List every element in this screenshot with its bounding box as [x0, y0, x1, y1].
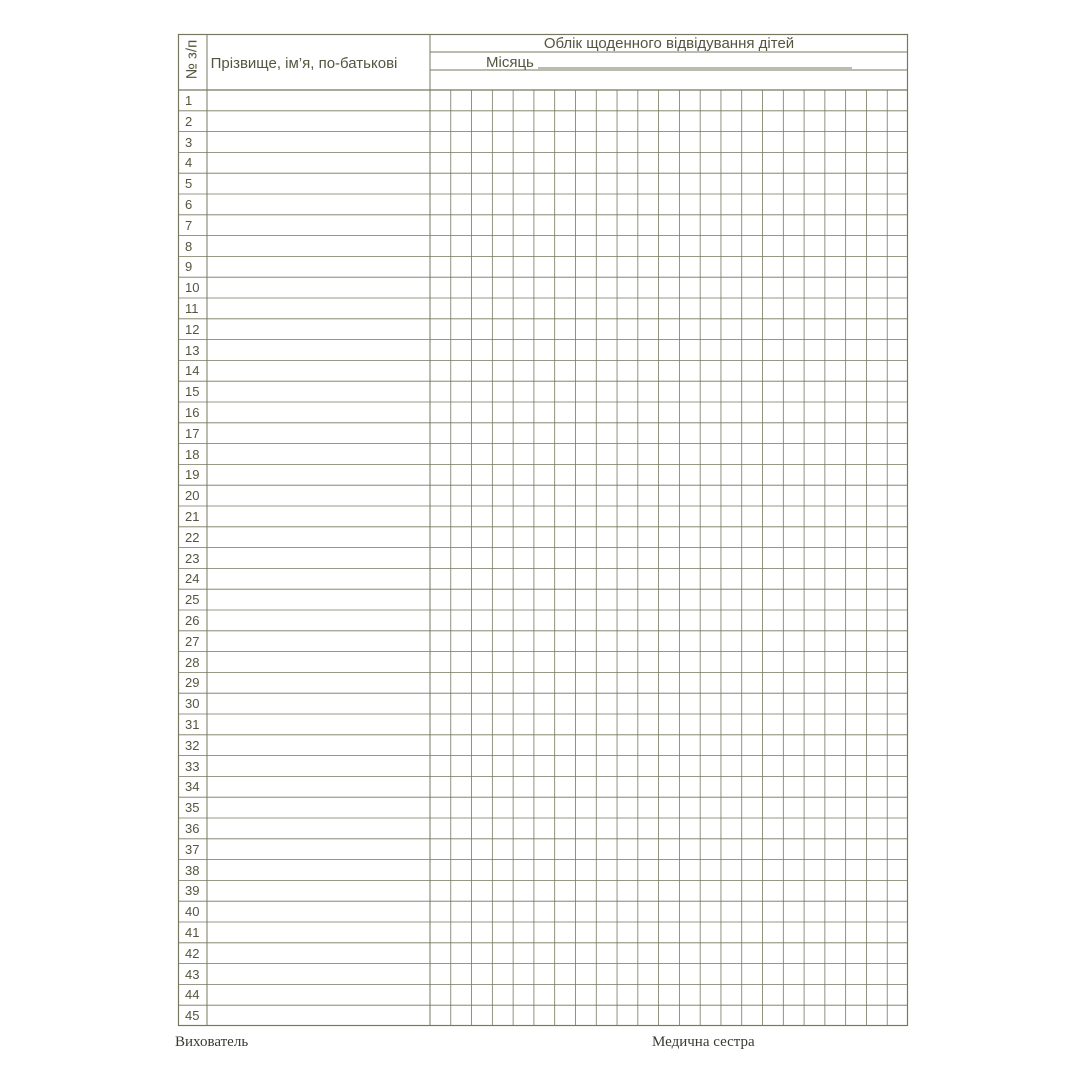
row-number: 2	[185, 113, 193, 129]
row-number: 17	[185, 425, 200, 441]
educator-signature-label: Вихователь	[175, 1034, 249, 1050]
row-number: 4	[185, 155, 193, 171]
row-number: 29	[185, 675, 200, 691]
row-number: 13	[185, 342, 200, 358]
row-number: 1	[185, 93, 193, 108]
row-number: 22	[185, 529, 200, 545]
month-label: Місяць	[486, 54, 534, 71]
row-number: 18	[185, 446, 200, 462]
row-number: 44	[185, 987, 200, 1003]
row-number: 26	[185, 613, 200, 628]
nurse-signature-label: Медична сестра	[652, 1034, 755, 1050]
row-number: 39	[185, 883, 200, 899]
row-number: 45	[185, 1008, 200, 1024]
number-column-header: № з/п	[183, 39, 201, 80]
row-number: 8	[185, 238, 193, 254]
row-number: 27	[185, 633, 200, 649]
row-number: 37	[185, 841, 200, 857]
row-number: 6	[185, 197, 193, 212]
row-number: 11	[185, 301, 199, 316]
row-number: 35	[185, 800, 200, 816]
row-number: 33	[185, 758, 200, 774]
row-number: 38	[185, 862, 200, 878]
row-number: 36	[185, 821, 200, 836]
row-number: 16	[185, 405, 200, 420]
row-number: 34	[185, 779, 200, 795]
row-number: 32	[185, 737, 200, 753]
row-number: 14	[185, 363, 200, 379]
row-number: 25	[185, 592, 200, 608]
row-number: 43	[185, 966, 200, 982]
row-number: 19	[185, 467, 200, 483]
row-number: 28	[185, 654, 200, 670]
row-number: 42	[185, 945, 200, 961]
row-number: 20	[185, 488, 200, 504]
row-number: 41	[185, 925, 200, 940]
attendance-grid	[178, 34, 908, 1026]
row-number: 5	[185, 176, 193, 192]
row-number: 7	[185, 217, 193, 233]
sheet-frame	[179, 35, 908, 1026]
row-number: 21	[185, 509, 200, 524]
attendance-sheet	[178, 34, 908, 1026]
row-number: 15	[185, 384, 200, 400]
row-number: 24	[185, 571, 200, 587]
name-column-header: Прізвище, ім’я, по-батькові	[210, 55, 398, 72]
attendance-title: Облік щоденного відвідування дітей	[543, 35, 795, 52]
row-number: 30	[185, 696, 200, 712]
row-number: 40	[185, 904, 200, 920]
row-number: 31	[185, 717, 200, 732]
row-number: 9	[185, 259, 193, 275]
row-number: 12	[185, 321, 200, 337]
row-number: 3	[185, 134, 193, 150]
row-number: 23	[185, 550, 200, 566]
row-number: 10	[185, 280, 200, 296]
